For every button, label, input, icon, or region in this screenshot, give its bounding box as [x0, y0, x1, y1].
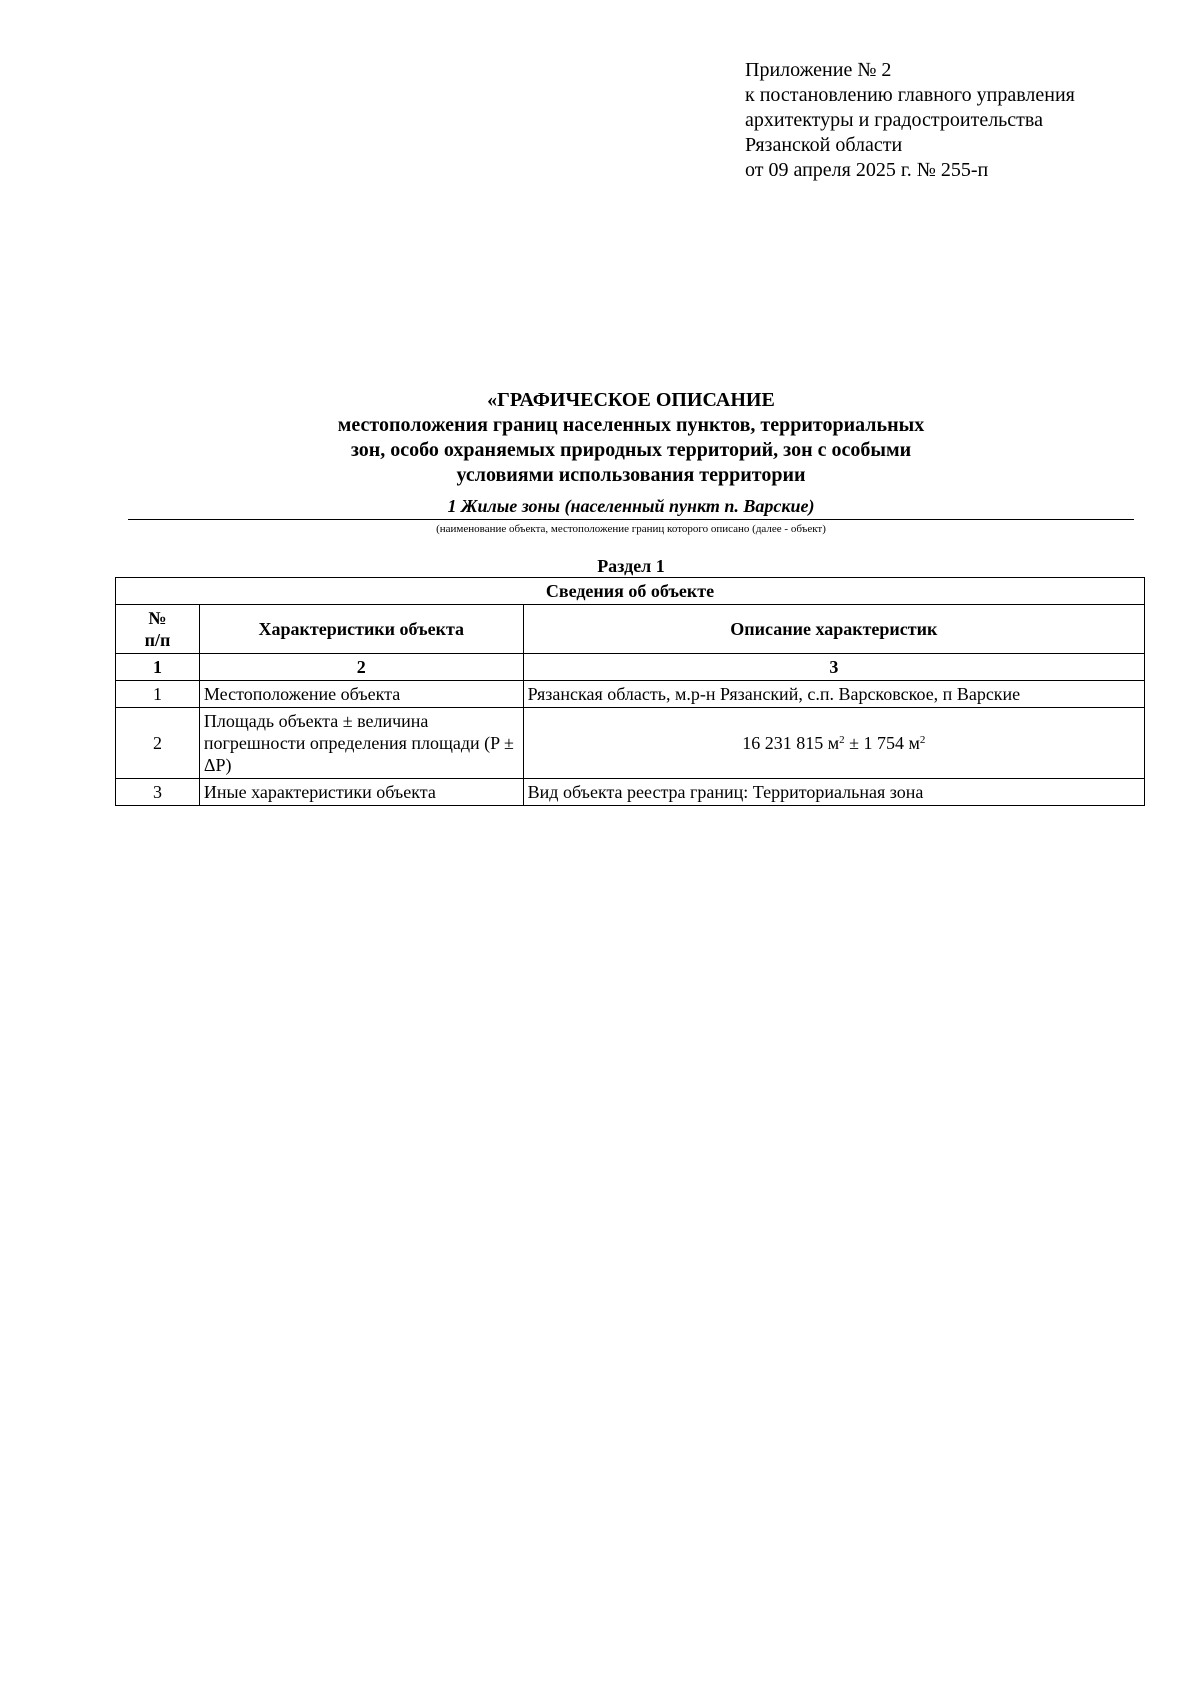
table-row [116, 708, 1145, 779]
section-title: Раздел 1 [597, 556, 665, 576]
square-unit-sup: 2 [839, 734, 845, 746]
table-header-row [116, 605, 1145, 654]
table-row [116, 779, 1145, 806]
column-number: 2 [199, 654, 523, 681]
header-description: Описание характеристик [523, 605, 1144, 654]
row-num: 1 [116, 681, 200, 708]
title-line: «ГРАФИЧЕСКОЕ ОПИСАНИЕ [487, 389, 775, 411]
appendix-line: от 09 апреля 2025 г. № 255-п [745, 159, 989, 181]
header-num: № п/п [116, 605, 200, 654]
appendix-line: архитектуры и градостроительства [745, 109, 1043, 131]
row-characteristic: Иные характеристики объекта [199, 779, 523, 806]
object-underline [128, 519, 1134, 520]
appendix-line: Рязанской области [745, 134, 903, 156]
column-number-row [116, 654, 1145, 681]
object-info-table [115, 577, 1145, 806]
column-number: 1 [116, 654, 200, 681]
title-line: условиями использования территории [456, 464, 806, 486]
object-name: 1 Жилые зоны (населенный пункт п. Варские) [447, 496, 815, 516]
area-value: 16 231 815 м [742, 733, 840, 753]
object-caption: (наименование объекта, местоположение границ которого описано (далее - объект) [436, 523, 826, 535]
appendix-header [745, 58, 1075, 183]
document-title [128, 388, 1134, 488]
row-num: 2 [116, 708, 200, 779]
row-description [523, 708, 1144, 779]
row-characteristic: Площадь объекта ± величина погрешности определения площади (P ± ΔP) [199, 708, 523, 779]
row-characteristic: Местоположение объекта [199, 681, 523, 708]
table-row [116, 681, 1145, 708]
title-line: зон, особо охраняемых природных территорий, зон с особыми [350, 439, 912, 461]
table-title: Сведения об объекте [116, 578, 1145, 605]
title-line: местоположения границ населенных пунктов, территориальных [337, 414, 925, 436]
row-num: 3 [116, 779, 200, 806]
column-number: 3 [523, 654, 1144, 681]
appendix-line: к постановлению главного управления [745, 84, 1075, 106]
row-description: Вид объекта реестра границ: Территориальная зона [523, 779, 1144, 806]
area-error: ± 1 754 м [844, 733, 920, 753]
header-characteristic: Характеристики объекта [199, 605, 523, 654]
table-title-row [116, 578, 1145, 605]
row-description: Рязанская область, м.р-н Рязанский, с.п. Варсковское, п Варские [523, 681, 1144, 708]
square-unit-sup: 2 [919, 734, 926, 746]
appendix-line: Приложение № 2 [745, 59, 892, 81]
